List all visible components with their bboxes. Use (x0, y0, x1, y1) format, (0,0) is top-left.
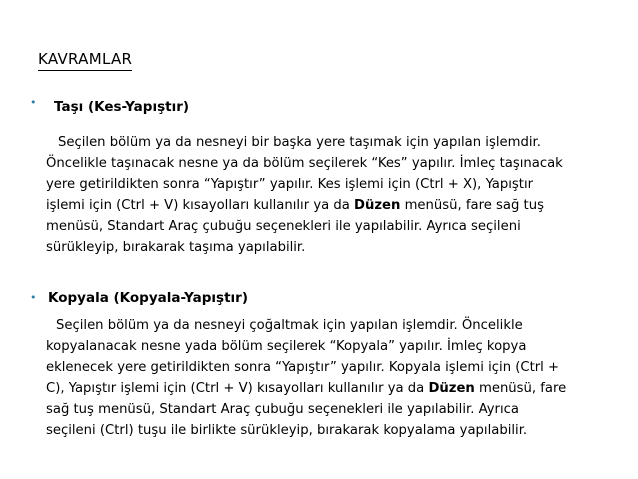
paragraph-line: sürükleyip, bırakarak taşıma yapılabilir. (46, 240, 306, 255)
section-paragraph (46, 315, 566, 441)
paragraph-line: Öncelikle taşınacak nesne ya da bölüm seçilerek “Kes” yapılır. İmleç taşınacak (46, 156, 563, 171)
menu-name-duzen: Düzen (354, 198, 401, 213)
paragraph-line: kopyalanacak nesne yada bölüm seçilerek “Kopyala” yapılır. İmleç kopya (46, 339, 527, 354)
paragraph-line: Seçilen bölüm ya da nesneyi çoğaltmak için yapılan işlemdir. Öncelikle (56, 318, 523, 333)
section-heading: Taşı (Kes-Yapıştır) (54, 99, 190, 115)
paragraph-line: yere getirildikten sonra “Yapıştır” yapılır. Kes işlemi için (Ctrl + X), Yapıştır (46, 177, 534, 192)
paragraph-text: işlemi için (Ctrl + V) kısayolları kullanılır ya da (46, 198, 355, 213)
paragraph-line: menüsü, Standart Araç çubuğu seçenekleri ile yapılabilir. Ayrıca seçileni (46, 219, 521, 234)
section-paragraph (46, 132, 563, 258)
paragraph-line (46, 195, 563, 216)
bullet-icon: • (30, 96, 37, 109)
paragraph-text: C), Yapıştır işlemi için (Ctrl + V) kısayolları kullanılır ya da (46, 381, 429, 396)
section-heading: Kopyala (Kopyala-Yapıştır) (48, 290, 248, 306)
paragraph-line: eklenecek yere getirildikten sonra “Yapıştır” yapılır. Kopyala işlemi için (Ctrl + (46, 360, 560, 375)
paragraph-text: menüsü, fare sağ tuş (400, 198, 544, 213)
paragraph-line: seçileni (Ctrl) tuşu ile birlikte sürükleyip, bırakarak kopyalama yapılabilir. (46, 423, 528, 438)
paragraph-text: menüsü, fare (474, 381, 567, 396)
bullet-icon: • (30, 291, 37, 304)
menu-name-duzen: Düzen (428, 381, 475, 396)
paragraph-line (46, 378, 566, 399)
page-title: KAVRAMLAR (38, 50, 132, 71)
paragraph-line: Seçilen bölüm ya da nesneyi bir başka yere taşımak için yapılan işlemdir. (58, 135, 541, 150)
paragraph-line: sağ tuş menüsü, Standart Araç çubuğu seçenekleri ile yapılabilir. Ayrıca (46, 402, 519, 417)
